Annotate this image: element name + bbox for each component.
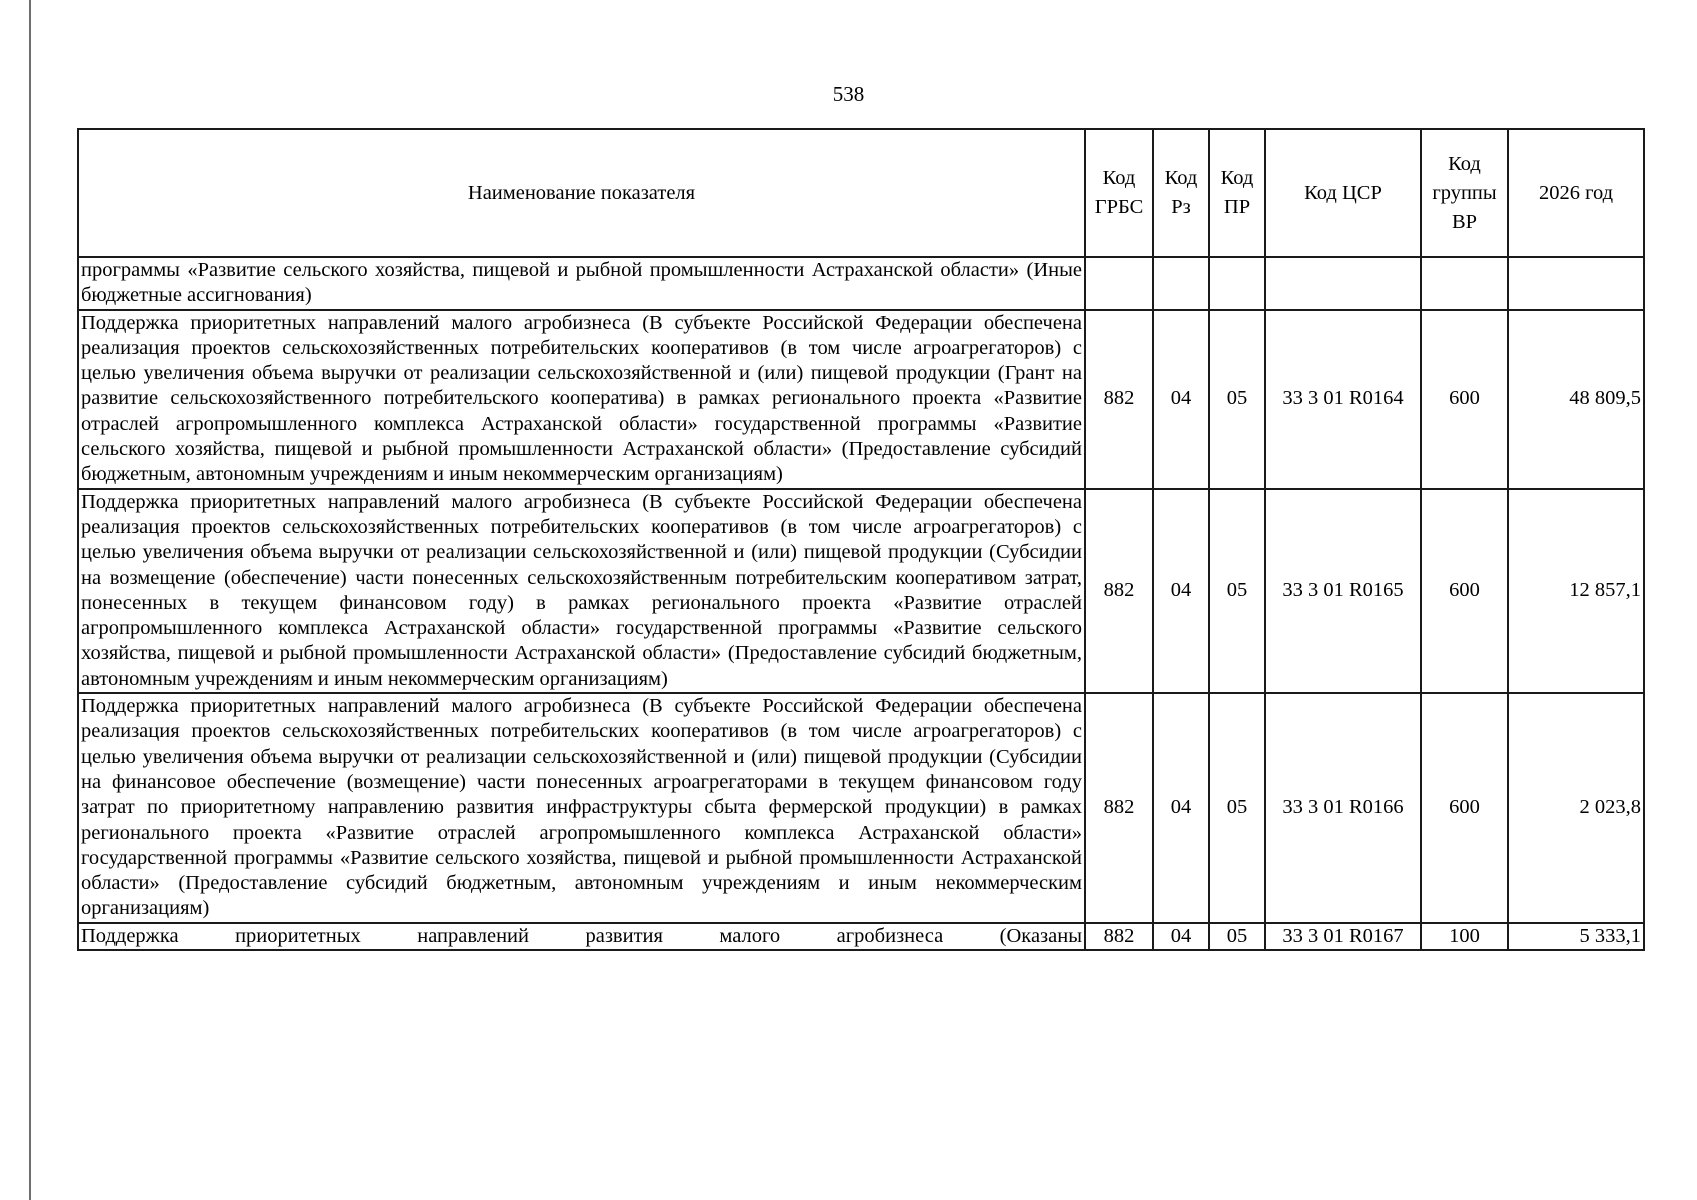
row-amount: 2 023,8 <box>1508 693 1644 923</box>
row-rz: 04 <box>1153 693 1209 923</box>
page-number: 538 <box>832 82 865 106</box>
budget-table <box>77 128 1645 951</box>
row-grbs: 882 <box>1085 923 1153 950</box>
header-grbs: Код ГРБС <box>1085 129 1153 257</box>
row-grbs <box>1085 257 1153 310</box>
row-name: Поддержка приоритетных направлений малого агробизнеса (В субъекте Российской Федерации обеспечена реализация проектов сельскохозяйственных потребительских кооперативов (в том числе агроагрегаторов) с целью увеличения объема выручки от реализации сельскохозяйственной и (или) пищевой продукции (Субсидии на финансовое обеспечение (возмещение) части понесенных агроагрегаторами в текущем финансовом году затрат по приоритетному направлению развития инфраструктуры сбыта фермерской продукции) в рамках регионального проекта «Развитие отраслей агропромышленного комплекса Астраханской области» государственной программы «Развитие сельского хозяйства, пищевой и рыбной промышленности Астраханской области» (Предоставление субсидий бюджетным, автономным учреждениям и иным некоммерческим организациям) <box>78 693 1085 923</box>
row-csr: 33 3 01 R0166 <box>1265 693 1421 923</box>
row-pr: 05 <box>1209 489 1265 693</box>
row-name: программы «Развитие сельского хозяйства, пищевой и рыбной промышленности Астраханской области» (Иные бюджетные ассигнования) <box>78 257 1085 310</box>
row-pr: 05 <box>1209 310 1265 489</box>
row-amount: 48 809,5 <box>1508 310 1644 489</box>
row-amount: 12 857,1 <box>1508 489 1644 693</box>
row-vr <box>1421 257 1508 310</box>
row-csr: 33 3 01 R0167 <box>1265 923 1421 950</box>
table-row <box>78 693 1644 923</box>
table-row <box>78 489 1644 693</box>
row-grbs: 882 <box>1085 489 1153 693</box>
row-pr <box>1209 257 1265 310</box>
table-row <box>78 310 1644 489</box>
row-amount <box>1508 257 1644 310</box>
row-csr <box>1265 257 1421 310</box>
header-vr: Код группы ВР <box>1421 129 1508 257</box>
row-rz <box>1153 257 1209 310</box>
row-pr: 05 <box>1209 693 1265 923</box>
row-rz: 04 <box>1153 310 1209 489</box>
row-rz: 04 <box>1153 923 1209 950</box>
row-vr: 600 <box>1421 310 1508 489</box>
row-vr: 600 <box>1421 489 1508 693</box>
row-pr: 05 <box>1209 923 1265 950</box>
row-grbs: 882 <box>1085 693 1153 923</box>
table-header-row <box>78 129 1644 257</box>
row-amount: 5 333,1 <box>1508 923 1644 950</box>
row-name: Поддержка приоритетных направлений малого агробизнеса (В субъекте Российской Федерации обеспечена реализация проектов сельскохозяйственных потребительских кооперативов (в том числе агроагрегаторов) с целью увеличения объема выручки от реализации сельскохозяйственной и (или) пищевой продукции (Грант на развитие сельскохозяйственного потребительского кооператива) в рамках регионального проекта «Развитие отраслей агропромышленного комплекса Астраханской области» государственной программы «Развитие сельского хозяйства, пищевой и рыбной промышленности Астраханской области» (Предоставление субсидий бюджетным, автономным учреждениям и иным некоммерческим организациям) <box>78 310 1085 489</box>
row-csr: 33 3 01 R0165 <box>1265 489 1421 693</box>
header-year: 2026 год <box>1508 129 1644 257</box>
header-csr: Код ЦСР <box>1265 129 1421 257</box>
row-rz: 04 <box>1153 489 1209 693</box>
row-grbs: 882 <box>1085 310 1153 489</box>
left-margin-line <box>29 0 31 1200</box>
header-pr: Код ПР <box>1209 129 1265 257</box>
row-name: Поддержка приоритетных направлений развития малого агробизнеса (Оказаны <box>78 923 1085 950</box>
table-row <box>78 923 1644 950</box>
header-name: Наименование показателя <box>78 129 1085 257</box>
header-rz: Код Рз <box>1153 129 1209 257</box>
row-csr: 33 3 01 R0164 <box>1265 310 1421 489</box>
row-name: Поддержка приоритетных направлений малого агробизнеса (В субъекте Российской Федерации обеспечена реализация проектов сельскохозяйственных потребительских кооперативов (в том числе агроагрегаторов) с целью увеличения объема выручки от реализации сельскохозяйственной и (или) пищевой продукции (Субсидии на возмещение (обеспечение) части понесенных сельскохозяйственным потребительским кооперативом затрат, понесенных в текущем финансовом году) в рамках регионального проекта «Развитие отраслей агропромышленного комплекса Астраханской области» государственной программы «Развитие сельского хозяйства, пищевой и рыбной промышленности Астраханской области» (Предоставление субсидий бюджетным, автономным учреждениям и иным некоммерческим организациям) <box>78 489 1085 693</box>
row-vr: 100 <box>1421 923 1508 950</box>
row-vr: 600 <box>1421 693 1508 923</box>
table-row <box>78 257 1644 310</box>
